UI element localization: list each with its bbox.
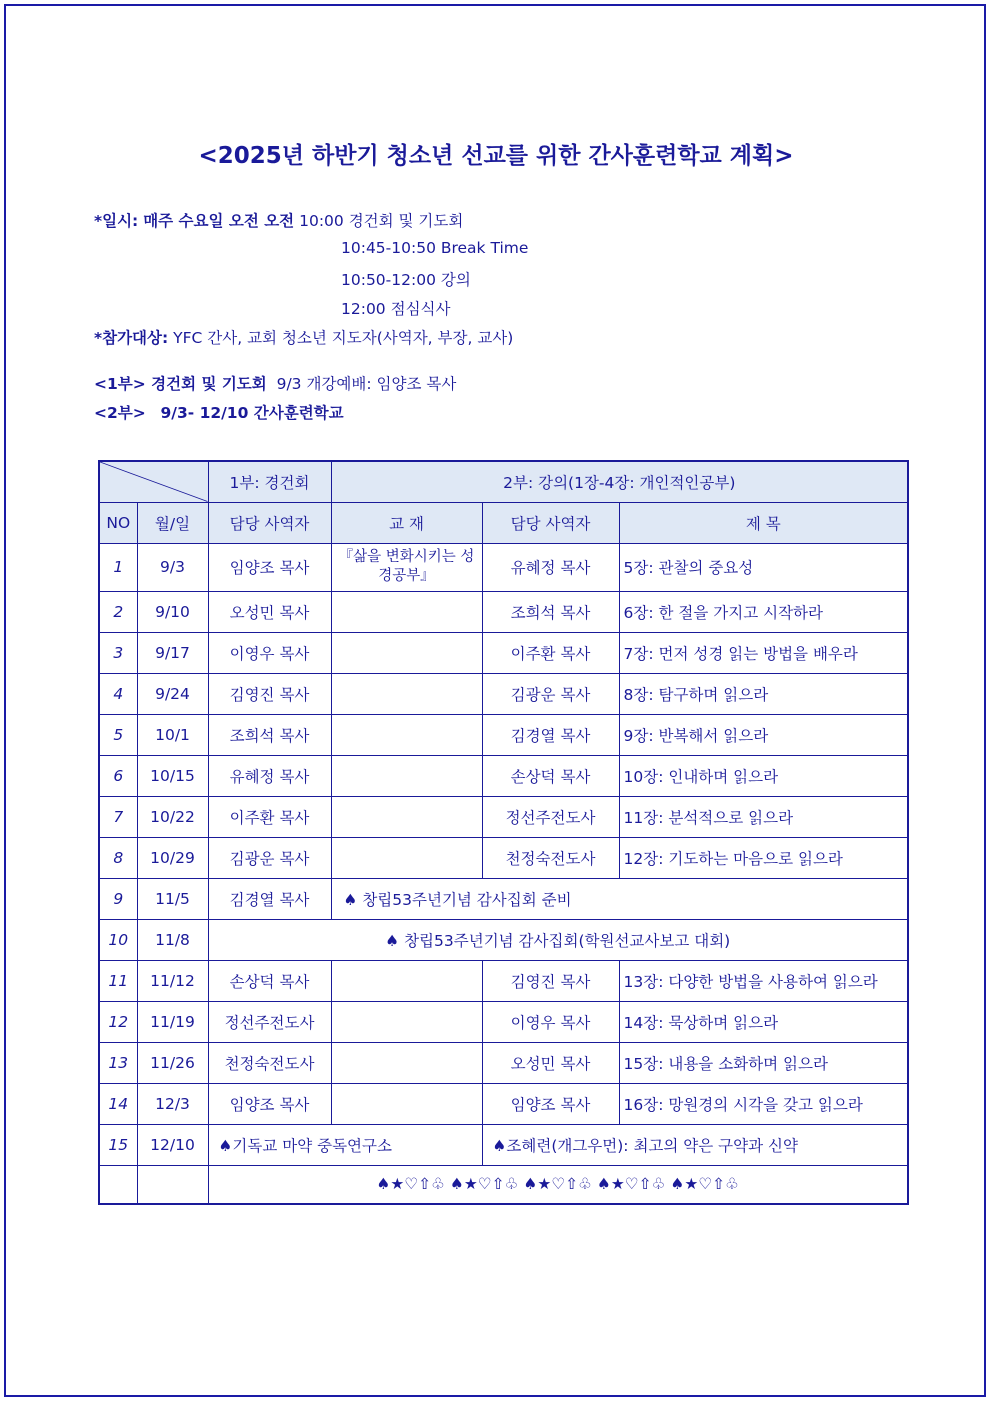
schedule-line (94, 209, 463, 231)
row-p2: 김광운 목사 (482, 673, 619, 714)
table-row (99, 1042, 908, 1083)
row-book (331, 755, 482, 796)
row-book (331, 1001, 482, 1042)
row-p1: 조희석 목사 (208, 714, 331, 755)
row-p2: 천정숙전도사 (482, 837, 619, 878)
table-row (99, 960, 908, 1001)
table-row (99, 919, 908, 960)
table-row (99, 591, 908, 632)
table-row (99, 796, 908, 837)
row-left-event: ♠기독교 마약 중독연구소 (208, 1124, 482, 1165)
row-p2: 조희석 목사 (482, 591, 619, 632)
table-row (99, 1001, 908, 1042)
part1-line (94, 372, 456, 394)
row-book (331, 673, 482, 714)
row-book (331, 796, 482, 837)
row-topic: 15장: 내용을 소화하며 읽으라 (619, 1042, 908, 1083)
row-p1: 김경열 목사 (208, 878, 331, 919)
row-date: 11/12 (137, 960, 208, 1001)
part1-label: <1부> 경건회 및 기도회 (94, 375, 267, 393)
row-p1: 손상덕 목사 (208, 960, 331, 1001)
table-row (99, 543, 908, 591)
part1-group-header: 1부: 경건회 (208, 461, 331, 502)
row-right-event: ♠조혜련(개그우먼): 최고의 약은 구약과 신약 (482, 1124, 908, 1165)
row-topic: 14장: 묵상하며 읽으라 (619, 1001, 908, 1042)
row-topic: 11장: 분석적으로 읽으라 (619, 796, 908, 837)
row-p2: 유혜정 목사 (482, 543, 619, 591)
col-header-book: 교 재 (331, 502, 482, 543)
group-header-row (99, 461, 908, 502)
part2-group-header: 2부: 강의(1장-4장: 개인적인공부) (331, 461, 908, 502)
row-p1: 천정숙전도사 (208, 1042, 331, 1083)
row-p2: 김경열 목사 (482, 714, 619, 755)
row-no: 12 (99, 1001, 137, 1042)
table-row (99, 837, 908, 878)
col-header-topic: 제 목 (619, 502, 908, 543)
row-p1: 임양조 목사 (208, 543, 331, 591)
row-no: 3 (99, 632, 137, 673)
row-date: 9/3 (137, 543, 208, 591)
schedule-label: *일시: (94, 212, 139, 230)
row-date: 11/19 (137, 1001, 208, 1042)
row-topic: 12장: 기도하는 마음으로 읽으라 (619, 837, 908, 878)
row-p1: 임양조 목사 (208, 1083, 331, 1124)
diagonal-header-cell (99, 461, 208, 502)
row-book (331, 1083, 482, 1124)
row-p2: 손상덕 목사 (482, 755, 619, 796)
row-date: 9/24 (137, 673, 208, 714)
part2-line (94, 401, 344, 423)
document-title: <2025년 하반기 청소년 선교를 위한 간사훈련학교 계획> (198, 143, 794, 169)
row-date: 11/8 (137, 919, 208, 960)
row-no: 7 (99, 796, 137, 837)
row-p1: 정선주전도사 (208, 1001, 331, 1042)
col-header-no: NO (99, 502, 137, 543)
table-row (99, 1124, 908, 1165)
row-p2: 임양조 목사 (482, 1083, 619, 1124)
footer-symbols: ♠★♡⇧♧ ♠★♡⇧♧ ♠★♡⇧♧ ♠★♡⇧♧ ♠★♡⇧♧ (208, 1165, 908, 1204)
part1-value: 9/3 개강예배: 임양조 목사 (276, 375, 457, 393)
row-p1: 이주환 목사 (208, 796, 331, 837)
row-book (331, 632, 482, 673)
row-no: 4 (99, 673, 137, 714)
col-header-p1: 담당 사역자 (208, 502, 331, 543)
row-p2: 정선주전도사 (482, 796, 619, 837)
row-p1: 오성민 목사 (208, 591, 331, 632)
row-no: 13 (99, 1042, 137, 1083)
row-p2: 오성민 목사 (482, 1042, 619, 1083)
row-p1: 김영진 목사 (208, 673, 331, 714)
row-no: 14 (99, 1083, 137, 1124)
schedule-item: 10:00 경건회 및 기도회 (299, 212, 464, 230)
target-label: *참가대상: (94, 329, 169, 347)
row-p1: 이영우 목사 (208, 632, 331, 673)
row-date: 12/3 (137, 1083, 208, 1124)
row-no: 10 (99, 919, 137, 960)
row-topic: 9장: 반복해서 읽으라 (619, 714, 908, 755)
col-header-date: 월/일 (137, 502, 208, 543)
row-no: 1 (99, 543, 137, 591)
row-book (331, 1042, 482, 1083)
col-header-p2: 담당 사역자 (482, 502, 619, 543)
row-date: 11/26 (137, 1042, 208, 1083)
row-no: 11 (99, 960, 137, 1001)
row-date: 11/5 (137, 878, 208, 919)
row-topic: 13장: 다양한 방법을 사용하여 읽으라 (619, 960, 908, 1001)
row-date: 10/29 (137, 837, 208, 878)
row-date: 10/15 (137, 755, 208, 796)
schedule-time-prefix: 매주 수요일 오전 오전 (143, 212, 295, 230)
table-row (99, 632, 908, 673)
row-p1: 유혜정 목사 (208, 755, 331, 796)
row-event: ♠ 창립53주년기념 감사집회 준비 (331, 878, 908, 919)
row-topic: 5장: 관찰의 중요성 (619, 543, 908, 591)
row-no: 15 (99, 1124, 137, 1165)
row-no: 9 (99, 878, 137, 919)
table-row (99, 1083, 908, 1124)
table-footer-row (99, 1165, 908, 1204)
footer-empty-cell (99, 1165, 137, 1204)
row-topic: 8장: 탐구하며 읽으라 (619, 673, 908, 714)
row-no: 2 (99, 591, 137, 632)
row-book (331, 837, 482, 878)
part2-value: 9/3- 12/10 간사훈련학교 (160, 404, 344, 422)
row-date: 9/10 (137, 591, 208, 632)
table-row (99, 878, 908, 919)
row-topic: 7장: 먼저 성경 읽는 방법을 배우라 (619, 632, 908, 673)
row-topic: 16장: 망원경의 시각을 갖고 읽으라 (619, 1083, 908, 1124)
row-date: 12/10 (137, 1124, 208, 1165)
row-no: 5 (99, 714, 137, 755)
row-event: ♠ 창립53주년기념 감사집회(학원선교사보고 대회) (208, 919, 908, 960)
schedule-item: 12:00 점심식사 (341, 300, 451, 318)
row-date: 9/17 (137, 632, 208, 673)
target-value: YFC 간사, 교회 청소년 지도자(사역자, 부장, 교사) (173, 329, 514, 347)
row-date: 10/1 (137, 714, 208, 755)
row-date: 10/22 (137, 796, 208, 837)
row-p2: 이영우 목사 (482, 1001, 619, 1042)
row-book (331, 714, 482, 755)
table-row (99, 673, 908, 714)
footer-empty-cell (137, 1165, 208, 1204)
row-topic: 10장: 인내하며 읽으라 (619, 755, 908, 796)
column-header-row (99, 502, 908, 543)
target-line (94, 326, 513, 348)
row-topic: 6장: 한 절을 가지고 시작하라 (619, 591, 908, 632)
row-book: 『삶을 변화시키는 성경공부』 (331, 543, 482, 591)
schedule-item: 10:45-10:50 Break Time (341, 239, 529, 257)
table-row (99, 714, 908, 755)
schedule-table (98, 460, 909, 1205)
schedule-item: 10:50-12:00 강의 (341, 271, 471, 289)
row-book (331, 591, 482, 632)
row-p2: 이주환 목사 (482, 632, 619, 673)
row-p2: 김영진 목사 (482, 960, 619, 1001)
row-no: 8 (99, 837, 137, 878)
table-row (99, 755, 908, 796)
row-p1: 김광운 목사 (208, 837, 331, 878)
row-no: 6 (99, 755, 137, 796)
part2-label: <2부> (94, 404, 146, 422)
row-book (331, 960, 482, 1001)
